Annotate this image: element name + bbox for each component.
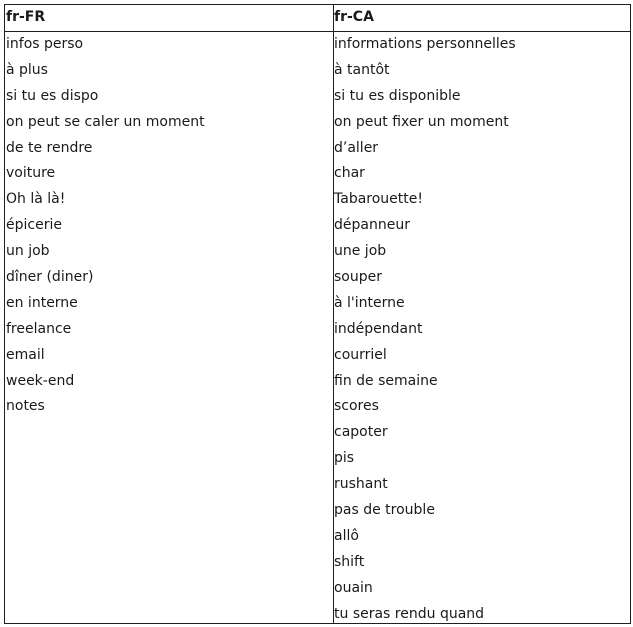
fr-fr-cell: Oh là là! [6, 191, 66, 208]
fr-ca-cell: capoter [334, 424, 388, 441]
fr-ca-cell: scores [334, 398, 379, 415]
fr-ca-cell: courriel [334, 346, 387, 363]
fr-fr-cell: épicerie [6, 217, 62, 234]
fr-ca-cell: char [334, 165, 365, 182]
fr-fr-cell: infos perso [6, 36, 84, 52]
fr-fr-cell: notes [6, 398, 45, 415]
fr-fr-cell: email [6, 346, 45, 363]
fr-ca-cell: indépendant [334, 320, 423, 337]
fr-ca-cell: une job [334, 243, 387, 260]
fr-ca-cell: Tabarouette! [334, 191, 423, 208]
fr-ca-cell: rushant [334, 476, 388, 493]
fr-ca-cell: pas de trouble [334, 502, 435, 519]
fr-ca-cell: dépanneur [334, 217, 410, 234]
fr-ca-cell: fin de semaine [334, 372, 438, 389]
fr-ca-cell: on peut fixer un moment [334, 113, 509, 130]
fr-ca-header: fr-CA [334, 9, 374, 25]
fr-ca-cell: shift [334, 553, 365, 570]
fr-ca-cell: allô [334, 527, 359, 544]
fr-ca-column [334, 5, 630, 627]
fr-fr-cell: si tu es dispo [6, 87, 99, 104]
fr-ca-rows [334, 32, 630, 627]
fr-ca-cell: d’aller [334, 139, 379, 156]
fr-ca-cell: pis [334, 450, 355, 467]
fr-fr-cell: freelance [6, 320, 72, 337]
fr-fr-cell: à plus [6, 61, 48, 78]
fr-ca-cell: ouain [334, 579, 373, 596]
fr-ca-cell: tu seras rendu quand [334, 605, 485, 622]
fr-fr-cell: on peut se caler un moment [6, 113, 205, 130]
fr-fr-cell: de te rendre [6, 139, 93, 156]
fr-ca-cell: à tantôt [334, 61, 390, 78]
fr-fr-cell: dîner (diner) [6, 269, 94, 286]
fr-ca-cell: informations personnelles [334, 36, 516, 52]
vocabulary-table [4, 4, 631, 624]
fr-fr-cell: week-end [6, 372, 75, 389]
fr-fr-column [6, 5, 330, 420]
fr-fr-cell: voiture [6, 165, 56, 182]
fr-fr-cell: un job [6, 243, 50, 260]
fr-ca-cell: à l'interne [334, 294, 405, 311]
fr-ca-cell: souper [334, 269, 382, 286]
fr-ca-cell: si tu es disponible [334, 87, 461, 104]
fr-fr-header: fr-FR [6, 9, 46, 25]
fr-fr-cell: en interne [6, 294, 78, 311]
fr-fr-rows [6, 32, 330, 420]
